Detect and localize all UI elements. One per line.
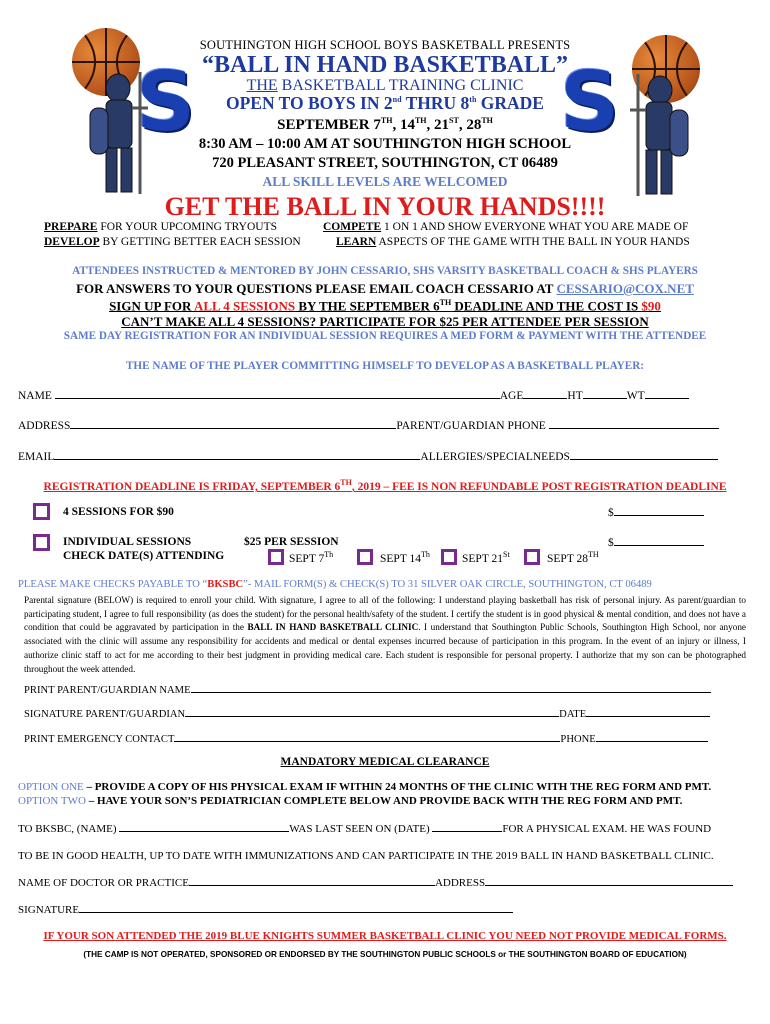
sept28-checkbox[interactable] [524, 549, 540, 565]
coach-email-link[interactable]: CESSARIO@COX.NET [556, 281, 694, 296]
tagline-3: DEVELOP BY GETTING BETTER EACH SESSION [44, 236, 301, 248]
option-one: OPTION ONE – PROVIDE A COPY OF HIS PHYSICAL EXAM IF WITHIN 24 MONTHS OF THE CLINIC WITH THE REG FORM AND PMT. [18, 781, 712, 793]
parent-signature-input[interactable] [185, 707, 559, 717]
height-input[interactable] [583, 389, 627, 399]
sept7-checkbox[interactable] [268, 549, 284, 565]
doctor-signature-input[interactable] [79, 903, 513, 913]
print-name-row: PRINT PARENT/GUARDIAN NAME [24, 683, 711, 696]
summer-clinic-note: IF YOUR SON ATTENDED THE 2019 BLUE KNIGHTS SUMMER BASKETBALL CLINIC YOU NEED NOT PROVIDE MEDICAL FORMS. [43, 930, 727, 942]
doctor-row: NAME OF DOCTOR OR PRACTICE ADDRESS [18, 876, 733, 889]
doctor-signature-row: SIGNATURE [18, 903, 513, 916]
emergency-contact-input[interactable] [174, 732, 560, 742]
doctor-name-input[interactable] [189, 876, 435, 886]
per-session-label: $25 PER SESSION [244, 536, 339, 548]
signature-date-input[interactable] [586, 707, 710, 717]
disclaimer: (THE CAMP IS NOT OPERATED, SPONSORED OR ENDORSED BY THE SOUTHINGTON PUBLIC SCHOOLS or THE SOUTHINGTON BOARD OF EDUCATION) [83, 950, 687, 959]
headline: GET THE BALL IN YOUR HANDS!!!! [164, 192, 606, 221]
tagline-4: LEARN ASPECTS OF THE GAME WITH THE BALL IN YOUR HANDS [336, 236, 690, 248]
emergency-row: PRINT EMERGENCY CONTACT PHONE [24, 732, 708, 745]
four-sessions-checkbox[interactable] [33, 503, 50, 520]
address-row: ADDRESS PARENT/GUARDIAN PHONE [18, 419, 719, 432]
sept14-checkbox[interactable] [357, 549, 373, 565]
tagline-1: PREPARE FOR YOUR UPCOMING TRYOUTS [44, 221, 278, 233]
sept14-label: SEPT 14Th [380, 550, 430, 565]
waiver-text: Parental signature (BELOW) is required to enroll your child. With signature, I agree to all of the following: I understand playing basketball has risk of personal injury. As parent/guardian to participating student, I agree to full responsibility (as does the student) for the personal health/safety of the student. I certify the student is in good physical & mental condition, and does not have a condition that could be aggravated by participation in the BALL IN HAND BASKETBALL CLINIC. I understand that Southington Public Schools, Southington High School, nor anyone associated with the clinic will assume any responsibility for accidents and medical or dental expenses incurred because of participation in this program. In the event of an injury or illness, I authorize clinic staff to act for me according to their best judgment in providing medical care. Each student is responsible for personal property. I authorize that my son can be photographed throughout the week attended. [24, 595, 747, 674]
subtitle-the: THE [246, 77, 278, 94]
individual-amount-input[interactable] [614, 536, 704, 546]
exam-date-input[interactable] [432, 822, 502, 832]
child-name-input[interactable] [119, 822, 289, 832]
email-input[interactable] [54, 450, 420, 460]
parent-name-input[interactable] [191, 683, 711, 693]
individual-sessions-checkbox[interactable] [33, 534, 50, 551]
questions-line: FOR ANSWERS TO YOUR QUESTIONS PLEASE EMAIL COACH CESSARIO AT CESSARIO@COX.NET [76, 281, 694, 296]
subtitle-rest: BASKETBALL TRAINING CLINIC [277, 77, 524, 94]
individual-label: INDIVIDUAL SESSIONS [63, 536, 192, 548]
four-sessions-amount-input[interactable] [614, 506, 704, 516]
check-dates-label: CHECK DATE(S) ATTENDING [63, 550, 225, 562]
weight-input[interactable] [645, 389, 689, 399]
tagline-2: COMPETE 1 ON 1 AND SHOW EVERYONE WHAT YOU ARE MADE OF [323, 221, 689, 233]
medical-heading: MANDATORY MEDICAL CLEARANCE [280, 756, 490, 768]
emergency-phone-input[interactable] [596, 732, 708, 742]
address-input[interactable] [70, 419, 396, 429]
name-row: NAME AGE HT WT [18, 389, 689, 402]
sept28-label: SEPT 28TH [547, 550, 599, 565]
good-health-row: TO BE IN GOOD HEALTH, UP TO DATE WITH IMMUNIZATIONS AND CAN PARTICIPATE IN THE 2019 BALL IN HAND BASKETBALL CLINIC. [18, 850, 714, 862]
grades-line: OPEN TO BOYS IN 2nd THRU 8th GRADE [226, 93, 544, 113]
parent-phone-input[interactable] [549, 419, 719, 429]
school-s-logo: S [136, 55, 196, 150]
sept21-label: SEPT 21St [462, 550, 510, 565]
sept21-checkbox[interactable] [441, 549, 457, 565]
exam-row: TO BKSBC, (NAME) WAS LAST SEEN ON (DATE) FOR A PHYSICAL EXAM. HE WAS FOUND [18, 823, 712, 835]
clinic-title: “BALL IN HAND BASKETBALL” [201, 52, 569, 78]
four-sessions-label: 4 SESSIONS FOR $90 [63, 506, 174, 518]
street-address: 720 PLEASANT STREET, SOUTHINGTON, CT 06489 [212, 155, 558, 171]
same-day-line: SAME DAY REGISTRATION FOR AN INDIVIDUAL SESSION REQUIRES A MED FORM & PAYMENT WITH THE ATTENDEE [63, 330, 707, 342]
time-place: 8:30 AM – 10:00 AM AT SOUTHINGTON HIGH SCHOOL [198, 136, 572, 152]
presents-line: SOUTHINGTON HIGH SCHOOL BOYS BASKETBALL PRESENTS [199, 38, 571, 52]
session-dates: SEPTEMBER 7TH, 14TH, 21ST, 28TH [277, 116, 493, 133]
email-row: EMAIL ALLERGIES/SPECIALNEEDS [18, 450, 718, 463]
signup-line: SIGN UP FOR ALL 4 SESSIONS BY THE SEPTEMBER 6TH DEADLINE AND THE COST IS $90 [109, 298, 661, 314]
attendees-line: ATTENDEES INSTRUCTED & MENTORED BY JOHN CESSARIO, SHS VARSITY BASKETBALL COACH & SHS PLAYERS [72, 265, 698, 277]
cant-make-line: CAN’T MAKE ALL 4 SESSIONS? PARTICIPATE FOR $25 PER ATTENDEE PER SESSION [121, 314, 649, 329]
option-two: OPTION TWO – HAVE YOUR SON’S PEDIATRICIAN COMPLETE BELOW AND PROVIDE BACK WITH THE REG FORM AND PMT. [18, 795, 683, 807]
doctor-address-input[interactable] [485, 876, 733, 886]
player-name-heading: THE NAME OF THE PLAYER COMMITTING HIMSELF TO DEVELOP AS A BASKETBALL PLAYER: [125, 360, 645, 372]
checks-payable-line: PLEASE MAKE CHECKS PAYABLE TO “BKSBC”- MAIL FORM(S) & CHECK(S) TO 31 SILVER OAK CIRCLE, SOUTHINGTON, CT 06489 [18, 579, 652, 590]
age-input[interactable] [523, 389, 567, 399]
name-input[interactable] [55, 389, 500, 399]
four-sessions-amount: $ [608, 506, 704, 519]
skill-levels: ALL SKILL LEVELS ARE WELCOMED [262, 174, 508, 189]
signature-row: SIGNATURE PARENT/GUARDIAN DATE [24, 707, 710, 720]
allergies-input[interactable] [570, 450, 718, 460]
school-s-logo: S [560, 55, 620, 150]
sept7-label: SEPT 7Th [289, 550, 334, 565]
deadline-line: REGISTRATION DEADLINE IS FRIDAY, SEPTEMBER 6TH, 2019 – FEE IS NON REFUNDABLE POST REGISTRATION DEADLINE [43, 478, 727, 493]
individual-amount: $ [608, 536, 704, 549]
